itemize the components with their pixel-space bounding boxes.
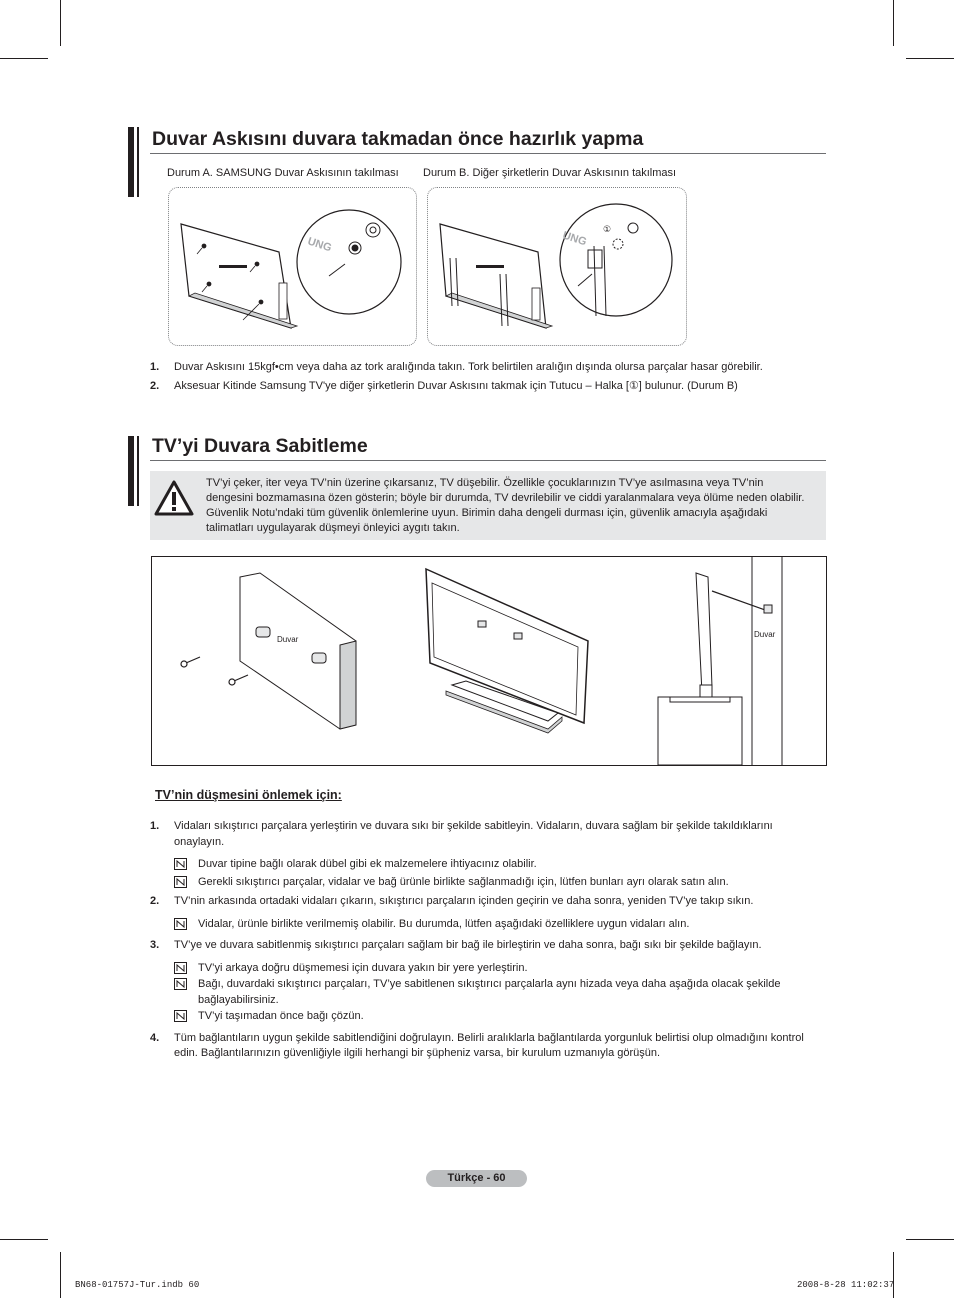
wall-mount-illustration <box>152 557 826 765</box>
step-number: 1. <box>150 361 160 373</box>
svg-text:①: ① <box>603 225 612 235</box>
case-a-caption: Durum A. SAMSUNG Duvar Askısının takılması <box>167 167 399 179</box>
svg-text:UNG: UNG <box>306 235 334 255</box>
crop-mark <box>906 1239 954 1240</box>
subheading: TV’nin düşmesini önlemek için: <box>155 788 342 802</box>
note-icon <box>174 978 187 990</box>
svg-text:UNG: UNG <box>561 229 589 249</box>
list-item <box>150 819 820 850</box>
step-text: TV’ye ve duvara sabitlenmiş sıkıştırıcı parçaları sağlam bir bağ ile birleştirin ve daha sonra, bağı sıkı bir şekilde bağlayın. <box>174 939 762 951</box>
step-text: TV’nin arkasında ortadaki vidaları çıkarın, sıkıştırıcı parçaların içinden geçirin ve daha sonra, yeniden TV’ye takıp sıkın. <box>174 895 754 907</box>
note-icon <box>174 858 187 870</box>
step-text: Tüm bağlantıların uygun şekilde sabitlendiğini doğrulayın. Belirli aralıklarla bağlantılarda yorgunluk belirtisi olup olmadığını kontrol edin. Bağlantılarınızın güvenliğiyle ilgili herhangi bir şüpheniz varsa, bir kurulum uzmanıyla görüşün. <box>174 1031 804 1059</box>
note-icon <box>174 1010 187 1022</box>
figure-case-b <box>427 187 687 346</box>
note-text: Vidalar, ürünle birlikte verilmemiş olabilir. Bu durumda, lütfen aşağıdaki özelliklere uygun vidaları alın. <box>198 917 690 930</box>
crop-mark <box>60 1252 61 1298</box>
warning-box <box>150 471 826 540</box>
tv-back-illustration <box>428 188 686 345</box>
tv-back-illustration <box>169 188 416 345</box>
section-bar <box>128 436 134 506</box>
crop-mark <box>60 0 61 46</box>
step-text: Aksesuar Kitinde Samsung TV'ye diğer şirketlerin Duvar Askısını takmak için Tutucu – Halka [①] bulunur. (Durum B) <box>174 379 738 392</box>
list-item <box>150 360 820 376</box>
note-item <box>150 857 820 873</box>
note-text: Duvar tipine bağlı olarak dübel gibi ek malzemelere ihtiyacınız olabilir. <box>198 858 537 870</box>
section-title: Duvar Askısını duvara takmadan önce hazırlık yapma <box>152 128 644 150</box>
warning-icon <box>154 480 194 516</box>
crop-mark <box>0 1239 48 1240</box>
crop-mark <box>906 58 954 59</box>
list-item <box>150 379 820 395</box>
note-item <box>150 1009 820 1025</box>
step-number: 1. <box>150 820 160 832</box>
wall-mount-figure <box>151 556 827 766</box>
note-item <box>150 961 820 977</box>
wall-label: Duvar <box>277 635 299 644</box>
section-rule <box>150 153 826 154</box>
crop-mark <box>0 58 48 59</box>
step-number: 4. <box>150 1031 160 1044</box>
page-number-badge: Türkçe - 60 <box>426 1170 527 1187</box>
list-item <box>150 938 820 954</box>
note-item <box>150 875 820 891</box>
step-number: 2. <box>150 895 160 907</box>
section2-steps <box>150 819 820 1062</box>
list-item <box>150 894 820 910</box>
figure-case-a <box>168 187 417 346</box>
section-title: TV’yi Duvara Sabitleme <box>152 435 368 457</box>
note-text: Bağı, duvardaki sıkıştırıcı parçaları, TV’ye sabitlenen sıkıştırıcı parçalarla aynı hizada veya daha aşağıda olacak şekilde bağlayabilirsiniz. <box>198 978 781 1006</box>
step-number: 3. <box>150 939 160 951</box>
case-b-caption: Durum B. Diğer şirketlerin Duvar Askısının takılması <box>423 167 677 179</box>
list-item <box>150 1031 820 1062</box>
footer-timestamp: 2008-8-28 11:02:37 <box>797 1280 895 1290</box>
step-text: Duvar Askısını 15kgf•cm veya daha az tork aralığında takın. Tork belirtilen aralığın dışında olursa parçalar hasar görebilir. <box>174 361 763 373</box>
note-icon <box>174 962 187 974</box>
note-text: TV’yi arkaya doğru düşmemesi için duvara yakın bir yere yerleştirin. <box>198 961 528 974</box>
wall-label: Duvar <box>754 630 776 639</box>
note-icon <box>174 876 187 888</box>
step-text: Vidaları sıkıştırıcı parçalara yerleştirin ve duvara sıkı bir şekilde sabitleyin. Vidaların, duvara sağlam bir şekilde takıldıklarını onaylayın. <box>174 820 773 848</box>
note-item <box>150 917 820 933</box>
note-text: TV’yi taşımadan önce bağı çözün. <box>198 1010 364 1022</box>
note-icon <box>174 918 187 930</box>
section-rule <box>150 460 826 461</box>
step-number: 2. <box>150 379 160 392</box>
section-bar <box>137 436 139 506</box>
section-bar <box>137 127 139 197</box>
note-item <box>150 977 820 1008</box>
section-bar <box>128 127 134 197</box>
warning-text: TV’yi çeker, iter veya TV’nin üzerine çıkarsanız, TV düşebilir. Özellikle çocuklarınızın TV’ye asılmasına veya TV’nin dengesini bozmamasına özen gösterin; böyle bir durumda, TV devrilebilir ve ciddi yaralanmalara veya ölüme neden olabilir. Güvenlik Notu’ndaki tüm güvenlik önlemlerine uyun. Birimin daha dengeli durması için, güvenlik amacıyla aşağıdaki talimatları uygulayarak düşmeyi önleyici aygıtı takın. <box>206 477 805 534</box>
note-text: Gerekli sıkıştırıcı parçalar, vidalar ve bağ ürünle birlikte sağlanmadığı için, lütfen bunları ayrı olarak satın alın. <box>198 875 729 888</box>
section1-steps <box>150 360 820 394</box>
crop-mark <box>893 1252 894 1298</box>
crop-mark <box>893 0 894 46</box>
footer-file-name: BN68-01757J-Tur.indb 60 <box>75 1280 200 1290</box>
